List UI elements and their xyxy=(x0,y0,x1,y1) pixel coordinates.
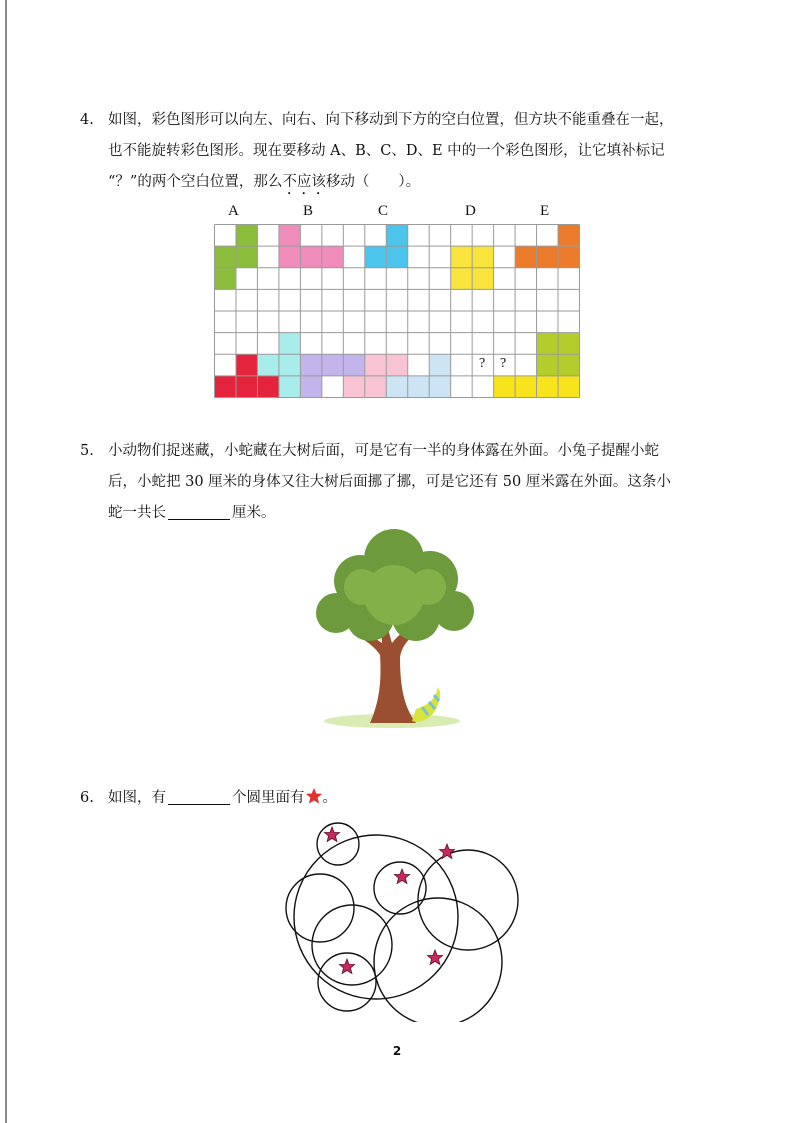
grid-cell-filled xyxy=(215,268,236,290)
question-text: 厘米。 xyxy=(232,505,276,521)
grid-cell-filled xyxy=(386,376,407,398)
grid-cell-filled xyxy=(343,354,364,376)
grid-cell-filled xyxy=(215,376,236,398)
star xyxy=(339,959,354,974)
question-text: 蛇一共长 xyxy=(108,505,166,521)
shape-labels xyxy=(0,203,794,223)
grid-cell-filled xyxy=(322,246,343,268)
question-number: 4. xyxy=(80,112,94,128)
question-number: 5. xyxy=(80,443,94,459)
grid-cell-filled xyxy=(451,246,472,268)
grid-cell-filled xyxy=(236,354,257,376)
question-text: 。 xyxy=(322,790,337,806)
question-text: 如图，有 xyxy=(108,790,166,806)
circle xyxy=(418,850,518,950)
tree-canopy xyxy=(316,529,474,641)
grid-cell-filled xyxy=(429,354,450,376)
shape-label-a: A xyxy=(228,203,239,219)
star xyxy=(394,869,409,884)
grid-cell-filled xyxy=(386,225,407,247)
grid-cell-filled xyxy=(215,246,236,268)
grid-cell-filled xyxy=(300,354,321,376)
question-text-line: 后，小蛇把 30 厘米的身体又往大树后面挪了挪，可是它还有 50 厘米露在外面。这条小 xyxy=(108,474,671,490)
question-text-line: 也不能旋转彩色图形。现在要移动 A、B、C、D、E 中的一个彩色图形，让它填补标记 xyxy=(108,143,665,159)
question-text-line: 如图，彩色图形可以向左、向右、向下移动到下方的空白位置，但方块不能重叠在一起， xyxy=(108,112,674,128)
grid-cell-filled xyxy=(558,376,579,398)
grid-cell-filled xyxy=(365,354,386,376)
emphasis-text: 不应该 xyxy=(282,174,326,190)
star xyxy=(427,950,442,965)
circles-diagram xyxy=(280,812,520,1022)
grid-cell-filled xyxy=(558,246,579,268)
star xyxy=(439,844,454,859)
grid-cell-filled xyxy=(537,246,558,268)
shape-label-e: E xyxy=(540,203,550,219)
question-mark: ? xyxy=(479,356,486,371)
question-text-line xyxy=(108,167,720,198)
puzzle-grid xyxy=(214,224,580,398)
grid-cell-filled xyxy=(365,376,386,398)
page-number: 2 xyxy=(392,1044,402,1058)
grid-cell-filled xyxy=(537,376,558,398)
grid-cell-filled xyxy=(451,268,472,290)
grid-cell-filled xyxy=(386,246,407,268)
grid-cell-filled xyxy=(236,225,257,247)
shape-label-b: B xyxy=(303,203,314,219)
grid-cell-filled xyxy=(300,246,321,268)
question-4 xyxy=(80,105,720,198)
grid-cell-filled xyxy=(472,268,493,290)
grid-cell-filled xyxy=(558,354,579,376)
grid-cell-filled xyxy=(365,246,386,268)
answer-blank[interactable] xyxy=(168,788,230,805)
grid-cell-filled xyxy=(279,246,300,268)
grid-cell-filled xyxy=(408,376,429,398)
shape-label-d: D xyxy=(465,203,476,219)
shape-label-c: C xyxy=(378,203,389,219)
grid-cell-filled xyxy=(429,376,450,398)
grid-cell-filled xyxy=(472,246,493,268)
page-left-border xyxy=(5,0,7,1123)
grid-cell-filled xyxy=(494,376,515,398)
grid-cell-filled xyxy=(257,354,278,376)
question-text: “？”的两个空白位置，那么 xyxy=(108,174,283,190)
question-text: 个圆里面有 xyxy=(232,790,305,806)
question-5 xyxy=(80,436,720,529)
question-text: 移动（ ）。 xyxy=(325,174,421,190)
grid-cell-filled xyxy=(300,376,321,398)
grid-cell-filled xyxy=(537,333,558,355)
grid-cell-filled xyxy=(515,376,536,398)
question-6 xyxy=(80,783,720,814)
grid-cell-filled xyxy=(343,376,364,398)
grid-cell-filled xyxy=(515,246,536,268)
grid-cell-filled xyxy=(558,333,579,355)
grid-cell-filled xyxy=(537,354,558,376)
answer-blank[interactable] xyxy=(168,503,230,520)
grid-cell-filled xyxy=(279,225,300,247)
grid-cell-filled xyxy=(279,376,300,398)
question-text-line: 小动物们捉迷藏，小蛇藏在大树后面，可是它有一半的身体露在外面。小兔子提醒小蛇 xyxy=(108,443,659,459)
grid-cell-filled xyxy=(322,354,343,376)
grid-cell-filled xyxy=(558,225,579,247)
grid-cell-filled xyxy=(257,376,278,398)
question-number: 6. xyxy=(80,790,94,806)
grid-cell-filled xyxy=(279,333,300,355)
question-mark: ? xyxy=(500,356,507,371)
star-icon xyxy=(305,787,323,805)
grid-cell-filled xyxy=(236,246,257,268)
tree-illustration xyxy=(312,525,482,735)
grid-cell-filled xyxy=(279,354,300,376)
star xyxy=(324,827,339,842)
grid-cell-filled xyxy=(236,376,257,398)
circle xyxy=(286,874,354,942)
grid-cell-filled xyxy=(386,354,407,376)
